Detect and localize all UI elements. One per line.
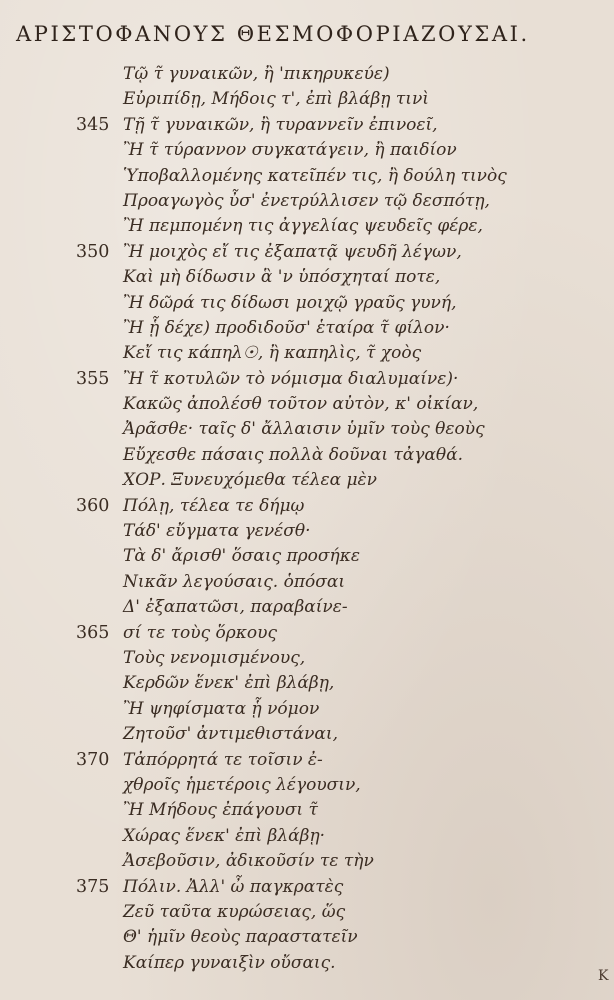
- verse-line: [0, 925, 614, 950]
- verse-line: [0, 417, 614, 442]
- verse-line: [0, 113, 614, 138]
- verse-line: [0, 875, 614, 900]
- verse-text: Πόλῃ, τέλεα τε δήμῳ: [123, 495, 305, 516]
- verse-text: Ἢ Μήδους ἐπάγουσι τ̃: [123, 800, 318, 821]
- verse-line: [0, 214, 614, 239]
- verse-text: Ἢ τ̃ τύραννον συγκατάγειν, ἢ παιδίον: [123, 140, 457, 161]
- line-number: 365: [76, 622, 110, 643]
- line-number: 370: [76, 749, 110, 770]
- verse-line: [0, 519, 614, 544]
- verse-text: Τῇ τ̃ γυναικῶν, ἢ τυραννεῖν ἐπινοεῖ,: [123, 114, 438, 135]
- verse-text: Ἢ τ̃ κοτυλῶν τὸ νόμισμα διαλυμαίνε)·: [123, 368, 459, 389]
- verse-line: [0, 595, 614, 620]
- verse-line: [0, 468, 614, 493]
- verse-text: Καὶ μὴ δίδωσιν ἃ 'ν ὑπόσχηταί ποτε,: [123, 267, 441, 288]
- verse-line: [0, 392, 614, 417]
- verse-line: [0, 367, 614, 392]
- verse-text: Κεἴ τις κάπηλ☉, ἢ καπηλὶς, τ̃ χοὸς: [123, 343, 422, 364]
- verse-text: Ἢ μοιχὸς εἴ τις ἐξαπατᾷ ψευδῆ λέγων,: [123, 241, 462, 262]
- running-header: ΑΡΙΣΤΟΦΑΝΟΥΣ ΘΕΣΜΟΦΟΡΙΑΖΟΥΣΑΙ.: [16, 22, 530, 46]
- verse-text: Ἢ δῶρά τις δίδωσι μοιχῷ γραῦς γυνή,: [123, 292, 457, 313]
- verse-text: Ζεῦ ταῦτα κυρώσειας, ὥς: [123, 901, 346, 922]
- verse-text: χθροῖς ἡμετέροις λέγουσιν,: [123, 774, 361, 795]
- verse-text: Κερδῶν ἕνεκ' ἐπὶ βλάβῃ,: [123, 673, 335, 694]
- verse-line: [0, 900, 614, 925]
- verse-text: Δ' ἐξαπατῶσι, παραβαίνε-: [123, 597, 348, 618]
- verse-line: [0, 265, 614, 290]
- verse-text: Τῷ τ̃ γυναικῶν, ἢ 'πικηρυκεύε): [123, 64, 390, 84]
- verse-text: Καίπερ γυναιξὶν οὔσαις.: [123, 952, 336, 973]
- verse-text: Τἀπόρρητά τε τοῖσιν ἐ-: [123, 749, 323, 770]
- verse-line: [0, 164, 614, 189]
- verse-line: [0, 722, 614, 747]
- verse-line: [0, 748, 614, 773]
- verse-line: [0, 544, 614, 569]
- verse-line: [0, 671, 614, 696]
- line-number: 360: [76, 495, 110, 516]
- verse-line: [0, 697, 614, 722]
- verse-line: [0, 189, 614, 214]
- verse-line: [0, 951, 614, 976]
- verse-text: Πόλιν. Ἀλλ' ὦ παγκρατὲς: [123, 876, 344, 897]
- verse-text: Ἀρᾶσθε· ταῖς δ' ἄλλαισιν ὑμῖν τοὺς θεοὺς: [123, 419, 485, 440]
- verse-line: [0, 443, 614, 468]
- verse-text: ΧΟΡ. Ξυνευχόμεθα τέλεα μὲν: [123, 470, 378, 491]
- verse-text: Τάδ' εὔγματα γενέσθ·: [123, 521, 311, 542]
- verse-line: [0, 316, 614, 341]
- verse-line: [0, 798, 614, 823]
- verse-text: σί τε τοὺς ὅρκους: [123, 622, 277, 643]
- line-number: 355: [76, 368, 110, 389]
- verse-text: Κακῶς ἀπολέσθ τοῦτον αὐτὸν, κ' οἰκίαν,: [123, 394, 479, 415]
- verse-text: Ἢ πεμπομένη τις ἀγγελίας ψευδεῖς φέρε,: [123, 216, 483, 237]
- line-number: 350: [76, 241, 110, 262]
- verse-line: [0, 494, 614, 519]
- verse-line: [0, 621, 614, 646]
- verse-line: [0, 240, 614, 265]
- verse-block: [0, 62, 614, 976]
- verse-text: Προαγωγὸς ὖσ' ἐνετρύλλισεν τῷ δεσπότῃ,: [123, 190, 490, 211]
- verse-line: [0, 570, 614, 595]
- verse-line: [0, 138, 614, 163]
- verse-text: Ἀσεβοῦσιν, ἀδικοῦσίν τε τὴν: [123, 851, 374, 872]
- verse-text: Ἢ ᾗ δέχε) προδιδοῦσ' ἑταίρα τ̃ φίλον·: [123, 317, 450, 338]
- verse-line: [0, 87, 614, 112]
- verse-line: [0, 341, 614, 366]
- line-number: 375: [76, 876, 110, 897]
- verse-text: Εὐριπίδῃ, Μήδοις τ', ἐπὶ βλάβῃ τινὶ: [123, 89, 429, 110]
- verse-line: [0, 849, 614, 874]
- line-number: 345: [76, 114, 110, 135]
- verse-text: Ἢ ψηφίσματα ᾗ νόμον: [123, 698, 320, 719]
- verse-text: Ζητοῦσ' ἀντιμεθιστάναι,: [123, 724, 338, 745]
- verse-text: Τὰ δ' ἄρισθ' ὅσαις προσήκε: [123, 546, 360, 567]
- verse-text: Τοὺς νενομισμένους,: [123, 647, 306, 668]
- verse-text: Ὑποβαλλομένης κατεῖπέν τις, ἢ δούλη τινὸς: [123, 165, 507, 186]
- verse-text: Θ' ἡμῖν θεοὺς παραστατεῖν: [123, 927, 358, 948]
- verse-line: [0, 62, 614, 87]
- verse-text: Χώρας ἕνεκ' ἐπὶ βλάβῃ·: [123, 825, 326, 846]
- verse-line: [0, 824, 614, 849]
- verse-line: [0, 773, 614, 798]
- verse-text: Εὔχεσθε πάσαις πολλὰ δοῦναι τἀγαθά.: [123, 444, 464, 465]
- verse-line: [0, 291, 614, 316]
- verse-text: Νικᾶν λεγούσαις. ὁπόσαι: [123, 571, 346, 592]
- verse-line: [0, 646, 614, 671]
- signature-mark: K: [598, 968, 609, 984]
